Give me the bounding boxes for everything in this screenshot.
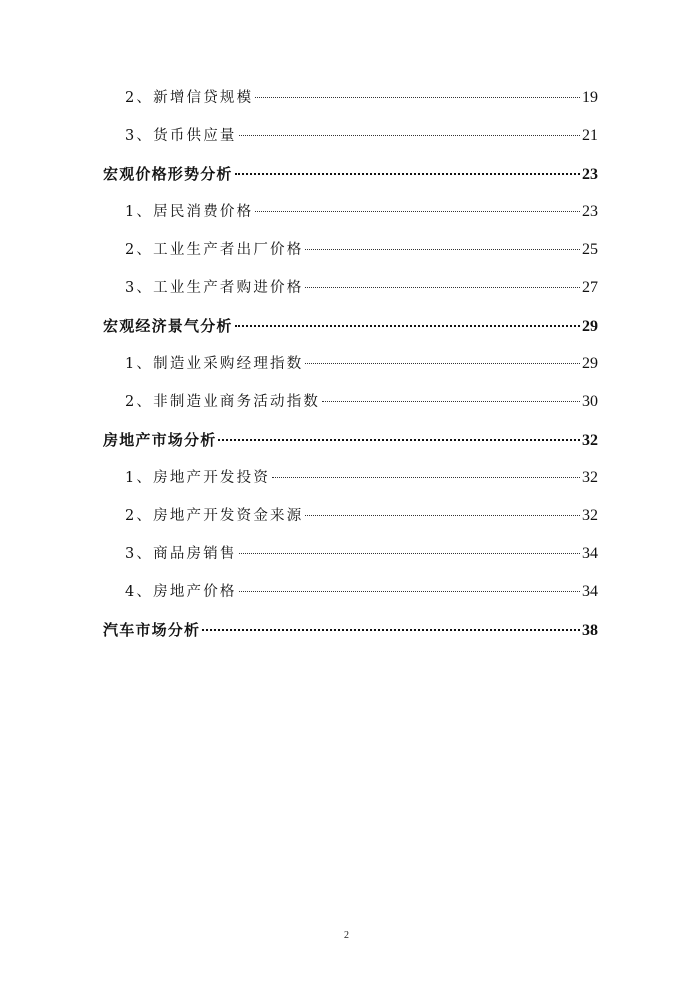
toc-dot-leader bbox=[218, 439, 580, 441]
toc-entry-page: 32 bbox=[582, 469, 598, 486]
toc-entry-label: 2、房地产开发资金来源 bbox=[125, 508, 304, 524]
toc-entry-housing-sales[interactable] bbox=[103, 540, 598, 578]
toc-entry-page: 34 bbox=[582, 583, 598, 600]
toc-entry-label: 1、制造业采购经理指数 bbox=[125, 356, 304, 372]
toc-entry-page: 23 bbox=[582, 203, 598, 220]
toc-dot-leader bbox=[305, 515, 580, 516]
toc-entry-page: 34 bbox=[582, 545, 598, 562]
toc-dot-leader bbox=[235, 173, 580, 175]
toc-section-page: 38 bbox=[582, 622, 598, 639]
page-footer-number: 2 bbox=[344, 930, 349, 941]
toc-dot-leader bbox=[255, 97, 580, 98]
toc-section-real-estate[interactable] bbox=[103, 426, 598, 464]
toc-section-label: 汽车市场分析 bbox=[103, 621, 201, 639]
toc-entry-page: 21 bbox=[582, 127, 598, 144]
toc-entry-cpi[interactable] bbox=[103, 198, 598, 236]
toc-entry-label: 3、货币供应量 bbox=[125, 128, 237, 144]
toc-entry-label: 3、商品房销售 bbox=[125, 546, 237, 562]
toc-entry-money-supply[interactable] bbox=[103, 122, 598, 160]
toc-section-page: 29 bbox=[582, 318, 598, 335]
toc-entry-page: 27 bbox=[582, 279, 598, 296]
toc-dot-leader bbox=[239, 135, 580, 136]
toc-section-label: 房地产市场分析 bbox=[103, 431, 217, 449]
toc-section-macro-prosperity[interactable] bbox=[103, 312, 598, 350]
toc-entry-real-estate-price[interactable] bbox=[103, 578, 598, 616]
toc-entry-label: 2、工业生产者出厂价格 bbox=[125, 242, 304, 258]
toc-dot-leader bbox=[272, 477, 580, 478]
toc-entry-label: 2、非制造业商务活动指数 bbox=[125, 394, 321, 410]
toc-section-auto-market[interactable] bbox=[103, 616, 598, 654]
toc-entry-page: 25 bbox=[582, 241, 598, 258]
toc-dot-leader bbox=[322, 401, 580, 402]
toc-entry-label: 2、新增信贷规模 bbox=[125, 90, 254, 106]
toc-dot-leader bbox=[305, 249, 580, 250]
toc-entry-label: 4、房地产价格 bbox=[125, 584, 237, 600]
toc-entry-page: 29 bbox=[582, 355, 598, 372]
toc-entry-label: 1、房地产开发投资 bbox=[125, 470, 271, 486]
toc-entry-page: 30 bbox=[582, 393, 598, 410]
toc-dot-leader bbox=[235, 325, 580, 327]
toc-dot-leader bbox=[239, 591, 580, 592]
toc-entry-label: 1、居民消费价格 bbox=[125, 204, 254, 220]
toc-dot-leader bbox=[202, 629, 580, 631]
toc-dot-leader bbox=[255, 211, 580, 212]
toc-section-macro-price[interactable] bbox=[103, 160, 598, 198]
toc-section-label: 宏观价格形势分析 bbox=[103, 165, 233, 183]
table-of-contents bbox=[103, 84, 598, 654]
toc-entry-manufacturing-pmi[interactable] bbox=[103, 350, 598, 388]
toc-dot-leader bbox=[305, 363, 580, 364]
toc-entry-new-credit-scale[interactable] bbox=[103, 84, 598, 122]
toc-entry-ppirm[interactable] bbox=[103, 274, 598, 312]
toc-section-page: 23 bbox=[582, 166, 598, 183]
toc-entry-real-estate-investment[interactable] bbox=[103, 464, 598, 502]
toc-entry-ppi[interactable] bbox=[103, 236, 598, 274]
toc-entry-page: 32 bbox=[582, 507, 598, 524]
toc-section-page: 32 bbox=[582, 432, 598, 449]
toc-dot-leader bbox=[239, 553, 580, 554]
toc-entry-real-estate-funding[interactable] bbox=[103, 502, 598, 540]
toc-dot-leader bbox=[305, 287, 580, 288]
toc-entry-page: 19 bbox=[582, 89, 598, 106]
toc-entry-label: 3、工业生产者购进价格 bbox=[125, 280, 304, 296]
toc-section-label: 宏观经济景气分析 bbox=[103, 317, 233, 335]
toc-entry-non-manufacturing-index[interactable] bbox=[103, 388, 598, 426]
